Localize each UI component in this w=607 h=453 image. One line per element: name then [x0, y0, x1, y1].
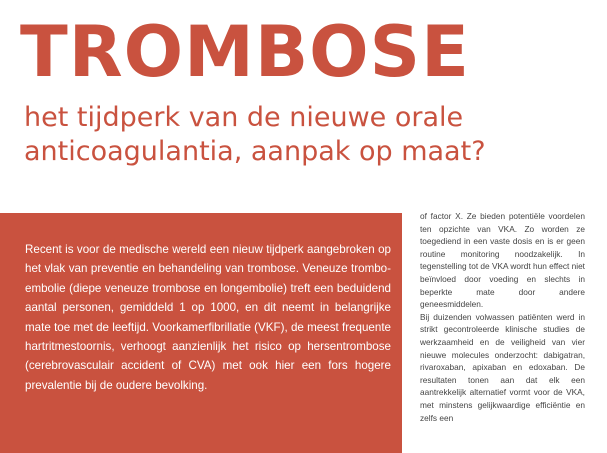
intro-text: Recent is voor de medische wereld een nieuw tijdperk aangebroken op het vlak van preventie en behandeling van trombose. Veneuze trombo-embolie (diepe veneuze trombose en longembolie) treft een beduidend aantal personen, gemiddeld 1 op 1000, en dit neemt in belangrijke mate toe met de leeftijd. Voorkamerfibrillatie (VKF), de meest frequente hartritmestoornis, verhoogt aanzienlijk het risico op hersentrombose (cerebrovasculair accident of CVA) met ook hier een fors hogere prevalentie bij de oudere bevolking.: [25, 243, 391, 392]
column-paragraph-2: Bij duizenden volwassen patiënten werd in strikt gecontroleerde klinische studies de werkzaamheid en de veiligheid van vier nieuwe molecules onderzocht: dabigatran, rivaroxaban, apixaban en edoxaban. De resultaten tonen aan dat elk een aantrekkelijk alternatief vormt voor de VKA, met minstens gelijkwaardige efficiëntie en zelfs een: [420, 311, 585, 423]
column-paragraph-1: of factor X. Ze bieden potentiële voordelen ten opzichte van VKA. Zo worden ze toegediend in een vaste dosis en is er geen routine monitoring noodzakelijk. In tegenstelling tot de VKA wordt hun effect niet beïnvloed door voeding en slechts in beperkte mate door andere geneesmiddelen.: [420, 211, 585, 310]
article-column: [420, 210, 585, 453]
page-subtitle: het tijdperk van de nieuwe orale anticoagulantia, aanpak op maat?: [24, 102, 486, 167]
page-title: TROMBOSE: [20, 11, 470, 93]
